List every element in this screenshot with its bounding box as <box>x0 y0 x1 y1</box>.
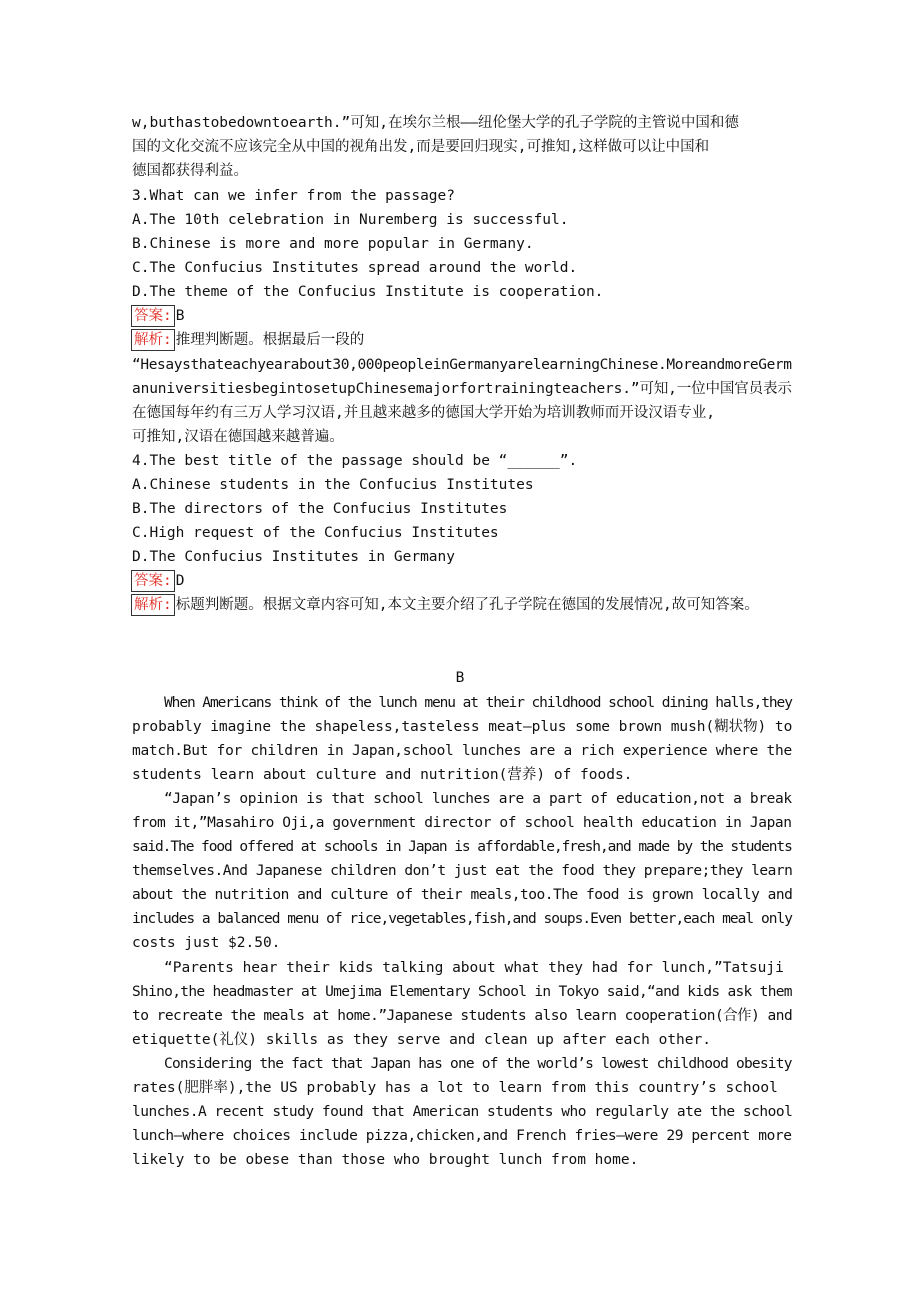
answer-label: 答案: <box>131 305 175 327</box>
question-4: 4.The best title of the passage should be “______”. <box>132 453 578 469</box>
q4-answer: D <box>175 573 185 589</box>
passage-line: match.But for children in Japan,school lunches are a rich experience where the <box>132 743 792 759</box>
passage-line: about the nutrition and culture of their meals,too.The food is grown locally and <box>132 887 793 903</box>
passage-line: “Parents hear their kids talking about what they had for lunch,”Tatsuji <box>164 960 784 976</box>
q3-option-a: A.The 10th celebration in Nuremberg is successful. <box>132 212 569 228</box>
explanation-label: 解析: <box>131 594 175 616</box>
q3-explanation-line: “Hesaysthateachyearabout30,000peopleinGermanyarelearningChinese.MoreandmoreGerm <box>132 357 792 373</box>
passage-line: from it,”Masahiro Oji,a government director of school health education in Japan <box>132 815 792 831</box>
question-3: 3.What can we infer from the passage? <box>132 188 456 204</box>
q3-answer-row <box>131 305 793 327</box>
explanation-label: 解析: <box>131 329 175 351</box>
q3-explanation: 推理判断题。根据最后一段的 <box>175 332 365 348</box>
q4-explanation: 标题判断题。根据文章内容可知,本文主要介绍了孔子学院在德国的发展情况,故可知答案。 <box>175 597 759 613</box>
passage-line: likely to be obese than those who brought lunch from home. <box>132 1152 639 1168</box>
q4-option-a: A.Chinese students in the Confucius Institutes <box>132 477 534 493</box>
q3-explanation-row <box>131 329 793 351</box>
q4-option-d: D.The Confucius Institutes in Germany <box>132 549 456 565</box>
explanation-continued-line: 德国都获得利益。 <box>132 163 248 179</box>
passage-line: includes a balanced menu of rice,vegetables,fish,and soups.Even better,each meal only <box>132 911 793 927</box>
passage-line: lunches.A recent study found that American students who regularly ate the school <box>132 1104 793 1120</box>
passage-line: “Japan’s opinion is that school lunches are a part of education,not a break <box>164 791 792 807</box>
q3-option-c: C.The Confucius Institutes spread around the world. <box>132 260 578 276</box>
passage-line: probably imagine the shapeless,tasteless meat—plus some brown mush(糊状物) to <box>132 719 793 735</box>
passage-line: etiquette(礼仪) skills as they serve and clean up after each other. <box>132 1032 711 1048</box>
passage-line: Shino,the headmaster at Umejima Elementary School in Tokyo said,“and kids ask them <box>132 984 792 1000</box>
section-heading: B <box>455 670 465 686</box>
passage-line: themselves.And Japanese children don’t just eat the food they prepare;they learn <box>132 863 793 879</box>
q3-option-b: B.Chinese is more and more popular in Germany. <box>132 236 534 252</box>
explanation-continued-line: w,buthastobedowntoearth.”可知,在埃尔兰根——纽伦堡大学的孔子学院的主管说中国和德 <box>132 115 739 131</box>
passage-line: When Americans think of the lunch menu at their childhood school dining halls,they <box>164 695 792 711</box>
q4-answer-row <box>131 570 793 592</box>
passage-line: lunch—where choices include pizza,chicken,and French fries—were 29 percent more <box>132 1128 792 1144</box>
q3-explanation-line: 在德国每年约有三万人学习汉语,并且越来越多的德国大学开始为培训教师而开设汉语专业, <box>132 405 715 421</box>
explanation-continued-line: 国的文化交流不应该完全从中国的视角出发,而是要回归现实,可推知,这样做可以让中国和 <box>132 139 710 155</box>
passage-line: said.The food offered at schools in Japan is affordable,fresh,and made by the students <box>132 839 792 855</box>
q3-option-d: D.The theme of the Confucius Institute is cooperation. <box>132 284 604 300</box>
q3-explanation-line: anuniversitiesbegintosetupChinesemajorfortrainingteachers.”可知,一位中国官员表示 <box>132 381 792 397</box>
q4-explanation-row <box>131 594 793 616</box>
q3-answer: B <box>175 308 185 324</box>
passage-line: rates(肥胖率),the US probably has a lot to learn from this country’s school <box>132 1080 778 1096</box>
passage-line: Considering the fact that Japan has one of the world’s lowest childhood obesity <box>164 1056 792 1072</box>
q3-explanation-line: 可推知,汉语在德国越来越普遍。 <box>132 429 344 445</box>
q4-option-b: B.The directors of the Confucius Institutes <box>132 501 508 517</box>
answer-label: 答案: <box>131 570 175 592</box>
passage-line: costs just $2.50. <box>132 935 281 951</box>
q4-option-c: C.High request of the Confucius Institutes <box>132 525 499 541</box>
passage-line: students learn about culture and nutrition(营养) of foods. <box>132 767 633 783</box>
passage-line: to recreate the meals at home.”Japanese students also learn cooperation(合作) and <box>132 1008 793 1024</box>
